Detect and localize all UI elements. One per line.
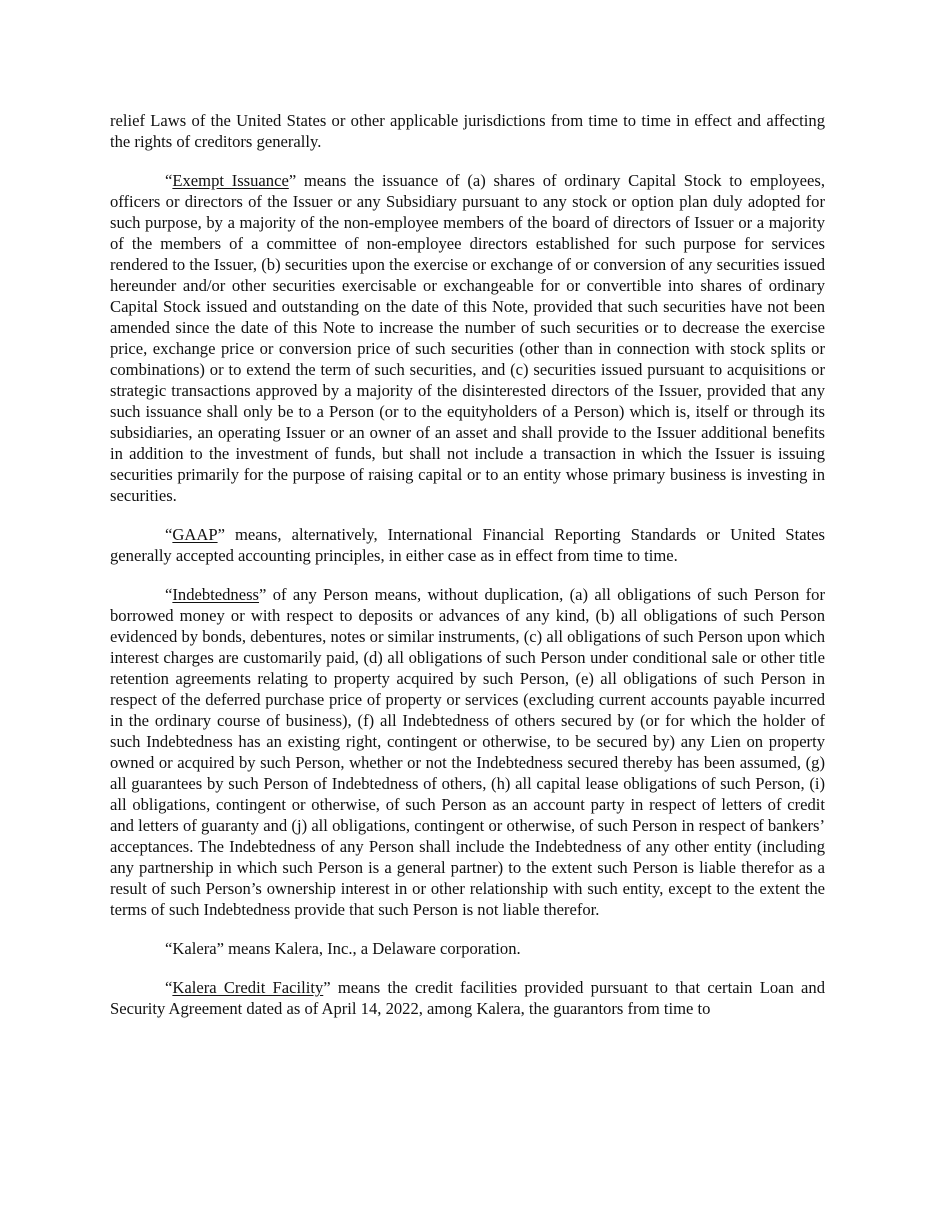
defined-term: Kalera Credit Facility [172,978,324,997]
definition-body: ” means the issuance of (a) shares of ordinary Capital Stock to employees, officers or directors of the Issuer or any Subsidiary pursuant to any stock or option plan duly adopted for such purpose, by a majority of the non-employee members of the board of directors of Issuer or a majority of the members of a committee of non-employee directors established for such purpose for services rendered to the Issuer, (b) securities upon the exercise or exchange of or conversion of any securities issued hereunder and/or other securities exercisable or exchangeable for or convertible into shares of ordinary Capital Stock issued and outstanding on the date of this Note, provided that such securities have not been amended since the date of this Note to increase the number of such securities or to decrease the exercise price, exchange price or conversion price of such securities (other than in connection with stock splits or combinations) or to extend the term of such securities, and (c) securities issued pursuant to acquisitions or strategic transactions approved by a majority of the disinterested directors of the Issuer, provided that any such issuance shall only be to a Person (or to the equityholders of a Person) which is, itself or through its subsidiaries, an operating Issuer or an owner of an asset and shall provide to the Issuer additional benefits in addition to the investment of funds, but shall not include a transaction in which the Issuer is issuing securities primarily for the purpose of raising capital or to an entity whose primary business is investing in securities. [110,171,825,505]
definition-gaap [110,524,825,566]
definition-exempt-issuance [110,170,825,506]
defined-term: Exempt Issuance [172,171,289,190]
defined-term: Indebtedness [172,585,260,604]
open-quote: “ [165,525,173,544]
open-quote: “ [165,978,173,997]
paragraph-relief [110,110,825,152]
open-quote: “ [165,585,173,604]
definition-kalera-credit-facility [110,977,825,1019]
paragraph-body: relief Laws of the United States or other applicable jurisdictions from time to time in effect and affecting the rights of creditors generally. [110,111,825,151]
definition-body: ” of any Person means, without duplication, (a) all obligations of such Person for borrowed money or with respect to deposits or advances of any kind, (b) all obligations of such Person evidenced by bonds, debentures, notes or similar instruments, (c) all obligations of such Person upon which interest charges are customarily paid, (d) all obligations of such Person under conditional sale or other title retention agreements relating to property acquired by such Person, (e) all obligations of such Person in respect of the deferred purchase price of property or services (excluding current accounts payable incurred in the ordinary course of business), (f) all Indebtedness of others secured by (or for which the holder of such Indebtedness has an existing right, contingent or otherwise, to be secured by) any Lien on property owned or acquired by such Person, whether or not the Indebtedness secured thereby has been assumed, (g) all guarantees by such Person of Indebtedness of others, (h) all capital lease obligations of such Person, (i) all obligations, contingent or otherwise, of such Person as an account party in respect of letters of credit and letters of guaranty and (j) all obligations, contingent or otherwise, of such Person in respect of bankers’ acceptances. The Indebtedness of any Person shall include the Indebtedness of any other entity (including any partnership in which such Person is a general partner) to the extent such Person is liable therefor as a result of such Person’s ownership interest in or other relationship with such entity, except to the extent the terms of such Indebtedness provide that such Person is not liable therefor. [110,585,825,919]
definition-body: ” means the credit facilities provided pursuant to that certain Loan and Security Agreement dated as of April 14, 2022, among Kalera, the guarantors from time to [110,978,826,1018]
open-quote: “ [165,171,173,190]
definition-body: ” means, alternatively, International Financial Reporting Standards or United States generally accepted accounting principles, in either case as in effect from time to time. [110,525,825,565]
defined-term: GAAP [172,525,218,544]
document-page [110,110,825,1037]
definition-body: “Kalera” means Kalera, Inc., a Delaware corporation. [165,939,521,958]
definition-kalera [110,938,825,959]
definition-indebtedness [110,584,825,920]
